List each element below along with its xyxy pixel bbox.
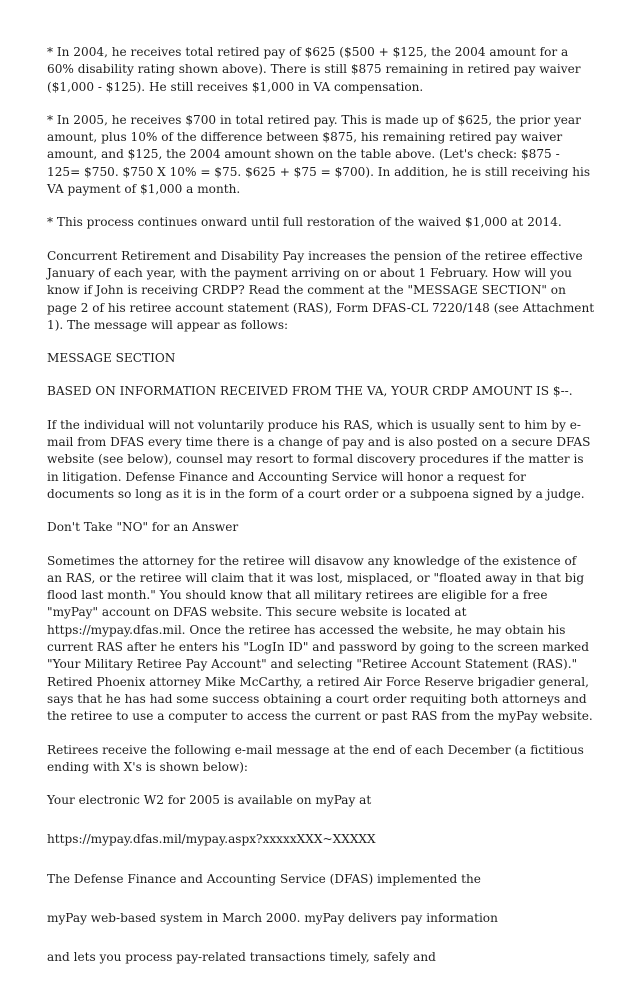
crdp-message-text: BASED ON INFORMATION RECEIVED FROM THE VA, YOUR CRDP AMOUNT IS $--. xyxy=(47,384,573,399)
email-line-dfas: The Defense Finance and Accounting Service (DFAS) implemented the xyxy=(47,871,481,886)
email-line-url: https://mypay.dfas.mil/mypay.aspx?xxxxxXXX~XXXXX xyxy=(47,832,376,847)
document-page xyxy=(47,44,595,989)
email-line-w2: Your electronic W2 for 2005 is available on myPay at xyxy=(47,793,372,808)
message-section-heading: MESSAGE SECTION xyxy=(47,351,176,366)
paragraph-process-continues: * This process continues onward until full restoration of the waived $1,000 at 2014. xyxy=(47,215,562,230)
email-line-mypay: myPay web-based system in March 2000. myPay delivers pay information xyxy=(47,910,498,925)
paragraph-2005-retired-pay: * In 2005, he receives $700 in total retired pay. This is made up of $625, the prior year amount, plus 10% of the difference between $875, his remaining retired pay waiver amount, and $125, the 2004 amount shown on the table above. (Let's check: $875 - 125= $750. $750 X 10% = $75. $625 + $75 = $700). In addition, he is still receiving his VA payment of $1,000 a month. xyxy=(47,112,591,197)
paragraph-2004-retired-pay: * In 2004, he receives total retired pay of $625 ($500 + $125, the 2004 amount for a 60% disability rating shown above). There is still $875 remaining in retired pay waiver ($1,000 - $125). He still receives $1,000 in VA compensation. xyxy=(47,45,581,94)
paragraph-email-intro: Retirees receive the following e-mail message at the end of each December (a fictitious ending with X's is shown below): xyxy=(47,742,584,774)
paragraph-mypay-access: Sometimes the attorney for the retiree will disavow any knowledge of the existence of an RAS, or the retiree will claim that it was lost, misplaced, or "floated away in that big flood last month." You should know that all military retirees are eligible for a free "myPay" account on DFAS website. This secure website is located at https://mypay.dfas.mil. Once the retiree has accessed the website, he may obtain his current RAS after he enters his "LogIn ID" and password by going to the screen marked "Your Military Retiree Pay Account" and selecting "Retiree Account Statement (RAS)." Retired Phoenix attorney Mike McCarthy, a retired Air Force Reserve brigadier general, says that he has had some success obtaining a court order requiting both attorneys and the retiree to use a computer to access the current or past RAS from the myPay website. xyxy=(47,553,593,724)
email-line-process: and lets you process pay-related transactions timely, safely and xyxy=(47,950,436,965)
section-heading-dont-take-no: Don't Take "NO" for an Answer xyxy=(47,520,239,535)
paragraph-discovery-procedures: If the individual will not voluntarily produce his RAS, which is usually sent to him by e-mail from DFAS every time there is a change of pay and is also posted on a secure DFAS website (see below), counsel may resort to formal discovery procedures if the matter is in litigation. Defense Finance and Accounting Service will honor a request for documents so long as it is in the form of a court order or a subpoena signed by a judge. xyxy=(47,417,591,501)
paragraph-crdp-explanation: Concurrent Retirement and Disability Pay increases the pension of the retiree effective January of each year, with the payment arriving on or about 1 February. How will you know if John is receiving CRDP? Read the comment at the "MESSAGE SECTION" on page 2 of his retiree account statement (RAS), Form DFAS-CL 7220/148 (see Attachment 1). The message will appear as follows: xyxy=(47,248,595,332)
